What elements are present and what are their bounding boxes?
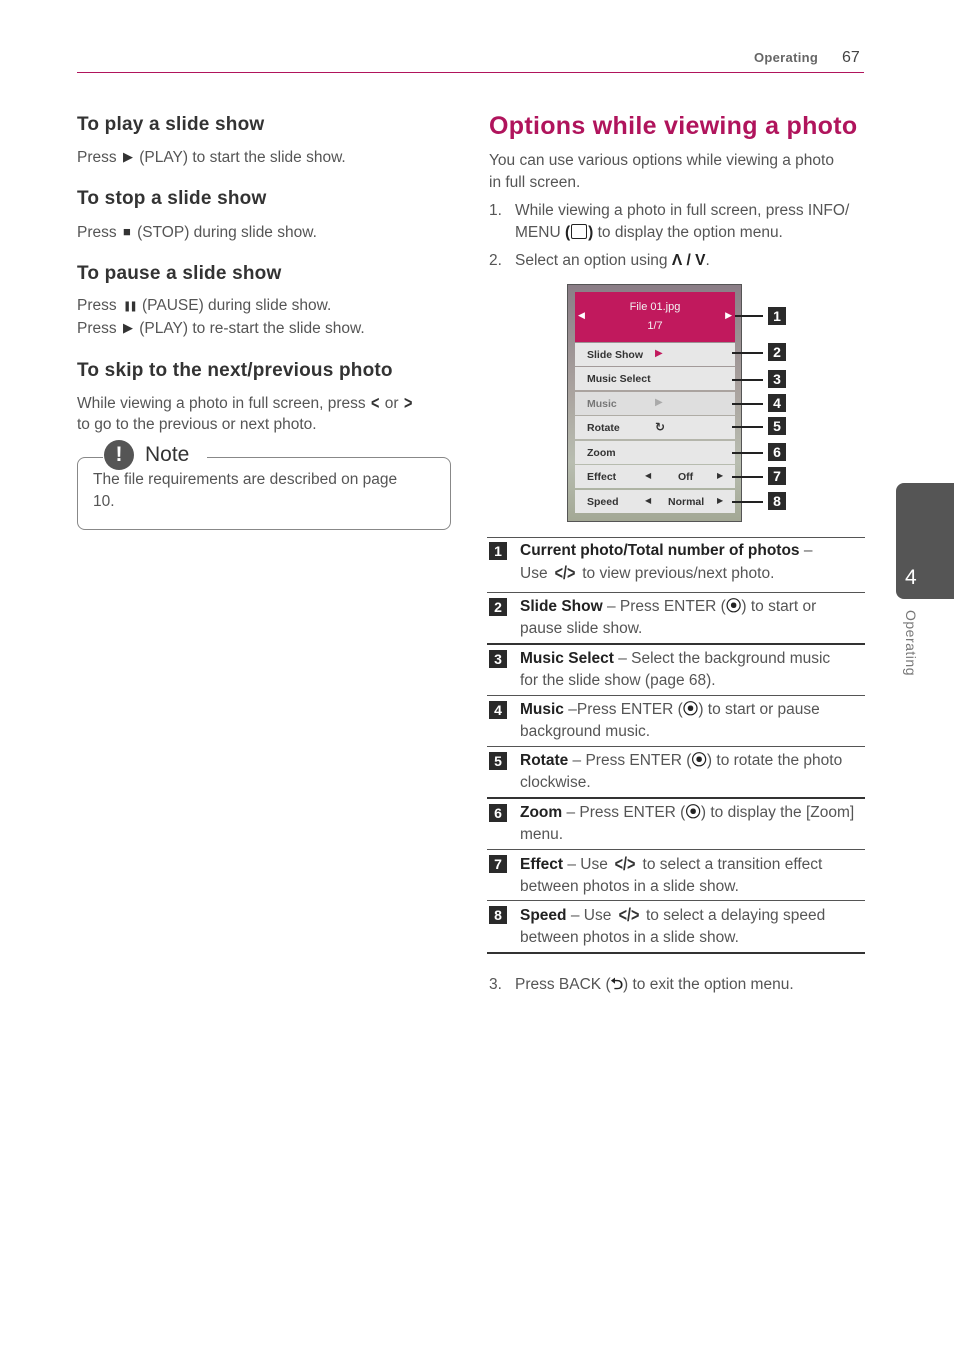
table-rule <box>487 592 865 593</box>
arrow-left-icon: ◀ <box>578 310 585 320</box>
step-1-text: While viewing a photo in full screen, press INFO/ <box>515 202 850 219</box>
page-title: Options while viewing a photo <box>489 112 858 140</box>
text: background music. <box>520 723 651 740</box>
table-rule <box>487 900 865 901</box>
table-rule <box>487 952 865 954</box>
heading-stop-slide-show: To stop a slide show <box>77 188 267 209</box>
header-rule <box>77 72 864 73</box>
enter-icon: ⦿ <box>725 598 742 615</box>
play-instruction <box>77 146 346 169</box>
menu-row-label: Slide Show <box>587 349 644 361</box>
text: Press <box>77 320 117 337</box>
table-rule <box>487 797 865 799</box>
menu-row-label: Rotate <box>587 422 620 434</box>
arrow-left-icon: ◀ <box>645 496 652 505</box>
menu-row-label: Music Select <box>587 373 651 385</box>
callout-leader <box>732 476 763 478</box>
rotate-icon: ↻ <box>655 420 666 434</box>
text: – Press ENTER ( <box>602 598 726 615</box>
text: pause slide show. <box>520 620 643 637</box>
text: (PLAY) to re-start the slide show. <box>139 320 365 337</box>
menu-row-label: Speed <box>587 496 619 508</box>
table-row <box>520 596 865 640</box>
step-number: 2. <box>489 252 502 269</box>
table-rule <box>487 746 865 747</box>
text: clockwise. <box>520 774 591 791</box>
table-row <box>520 648 865 692</box>
arrow-right-icon: ▶ <box>717 471 724 480</box>
table-rule <box>487 643 865 645</box>
callout-leader <box>732 452 763 454</box>
callout-tag: 6 <box>768 443 786 461</box>
text: menu. <box>520 826 564 843</box>
menu-photo-count: 1/7 <box>647 320 663 332</box>
item-number-badge: 1 <box>489 542 507 560</box>
chevron-right-icon: > <box>403 393 413 413</box>
item-name: Rotate <box>520 752 569 769</box>
back-icon: ⮌ <box>610 976 624 993</box>
callout-tag: 7 <box>768 467 786 485</box>
note-line: The file requirements are described on page <box>93 471 398 488</box>
text: – Use <box>563 856 608 873</box>
menu-row-label: Effect <box>587 471 617 483</box>
callout-leader <box>732 501 763 503</box>
skip-instruction-cont: to go to the previous or next photo. <box>77 416 317 433</box>
text: (PLAY) to start the slide show. <box>139 149 346 166</box>
menu-row-zoom[interactable] <box>575 441 735 464</box>
intro-line: in full screen. <box>489 174 581 191</box>
table-rule <box>487 849 865 850</box>
stop-instruction <box>77 221 317 244</box>
text: Press BACK ( <box>515 976 611 993</box>
page-number: 67 <box>842 49 860 66</box>
heading-play-slide-show: To play a slide show <box>77 114 265 135</box>
text: – Press ENTER ( <box>568 752 692 769</box>
info-menu-icon: ( ) <box>564 224 594 241</box>
pause-icon: ❚❚ <box>122 301 136 312</box>
exclamation-icon: ! <box>104 440 134 470</box>
text: (STOP) during slide show. <box>137 224 317 241</box>
table-rule <box>487 695 865 696</box>
text: to select a transition effect <box>642 856 823 873</box>
menu-file-name: File 01.jpg <box>629 301 681 313</box>
step-number: 1. <box>489 202 502 219</box>
item-number-badge: 6 <box>489 804 507 822</box>
resume-instruction <box>77 317 365 340</box>
callout-leader <box>732 379 763 381</box>
item-name: Slide Show <box>520 598 603 615</box>
item-name: Music <box>520 701 564 718</box>
menu-row-speed[interactable] <box>575 490 735 513</box>
callout-tag: 2 <box>768 343 786 361</box>
enter-icon: ⦿ <box>685 804 701 821</box>
text: between photos in a slide show. <box>520 929 739 946</box>
step-1-text-cont <box>515 222 783 244</box>
text: Use <box>520 565 548 582</box>
text: or <box>384 395 399 412</box>
arrow-left-icon: ◀ <box>645 471 652 480</box>
text: ) to display the [Zoom] <box>700 804 855 821</box>
item-number-badge: 8 <box>489 906 507 924</box>
menu-row-rotate[interactable] <box>575 416 735 439</box>
callout-leader <box>732 352 763 354</box>
item-sep: – <box>799 542 813 559</box>
text: between photos in a slide show. <box>520 878 739 895</box>
callout-tag: 5 <box>768 417 786 435</box>
heading-skip-photo: To skip to the next/previous photo <box>77 360 393 381</box>
play-icon: ▶ <box>655 397 663 408</box>
text: – Use <box>566 907 612 924</box>
text: to select a delaying speed <box>645 907 826 924</box>
text: ) to rotate the photo <box>706 752 843 769</box>
text: Press <box>77 149 117 166</box>
text: MENU <box>515 224 561 241</box>
arrow-right-icon: ▶ <box>717 496 724 505</box>
menu-row-music[interactable] <box>575 392 735 415</box>
menu-row-slide-show[interactable] <box>575 343 735 366</box>
menu-row-value: Normal <box>668 496 705 508</box>
item-number-badge: 4 <box>489 701 507 719</box>
text: – Select the background music <box>613 650 831 667</box>
menu-row-label: Zoom <box>587 447 616 459</box>
skip-instruction <box>77 392 413 415</box>
left-right-arrow-icons: </> <box>614 854 636 874</box>
up-down-arrow-icons: Λ / V <box>671 252 706 269</box>
note-title: Note <box>145 443 190 466</box>
step-2-text: Select an option using Λ / V. <box>515 252 710 269</box>
play-icon: ▶ <box>655 348 663 359</box>
text: While viewing a photo in full screen, press <box>77 395 366 412</box>
table-row <box>520 904 865 949</box>
step-number: 3. <box>489 976 502 993</box>
item-name: Current photo/Total number of photos <box>520 542 800 559</box>
chapter-label: Operating <box>903 610 919 676</box>
item-number-badge: 7 <box>489 855 507 873</box>
item-name: Music Select <box>520 650 614 667</box>
callout-tag: 1 <box>768 307 786 325</box>
callout-leader <box>732 426 763 428</box>
text: –Press ENTER ( <box>563 701 683 718</box>
menu-row-effect[interactable] <box>575 465 735 488</box>
text: ) to start or pause <box>698 701 820 718</box>
callout-tag: 8 <box>768 492 786 510</box>
item-number-badge: 5 <box>489 752 507 770</box>
text: (PAUSE) during slide show. <box>142 297 332 314</box>
table-rule <box>487 537 865 538</box>
text: Select an option using <box>515 252 668 269</box>
note-line: 10. <box>93 493 115 510</box>
arrow-right-icon: ▶ <box>725 310 732 320</box>
table-row <box>520 699 865 743</box>
table-row <box>520 853 865 898</box>
item-name: Speed <box>520 907 567 924</box>
chapter-number: 4 <box>905 566 917 589</box>
table-row <box>520 750 865 794</box>
text: ) to start or <box>741 598 817 615</box>
callout-tag: 4 <box>768 394 786 412</box>
play-icon: ▶ <box>122 149 133 164</box>
text: to view previous/next photo. <box>582 565 775 582</box>
menu-current-photo-bar <box>575 292 735 342</box>
menu-row-value: Off <box>678 471 694 483</box>
step-3-text <box>515 974 794 996</box>
text: – Press ENTER ( <box>562 804 686 821</box>
item-number-badge: 2 <box>489 598 507 616</box>
intro-line: You can use various options while viewing a photo <box>489 152 834 169</box>
callout-leader <box>735 315 763 317</box>
text: for the slide show (page 68). <box>520 672 716 689</box>
item-name: Effect <box>520 856 564 873</box>
menu-row-label: Music <box>587 398 617 410</box>
item-number-badge: 3 <box>489 650 507 668</box>
heading-pause-slide-show: To pause a slide show <box>77 263 282 284</box>
callout-tag: 3 <box>768 370 786 388</box>
item-name: Zoom <box>520 804 563 821</box>
play-icon: ▶ <box>122 320 133 335</box>
enter-icon: ⦿ <box>691 752 707 769</box>
text: Press <box>77 297 117 314</box>
running-header-section: Operating <box>754 50 819 65</box>
pause-instruction <box>77 295 331 318</box>
text: to display the option menu. <box>597 224 783 241</box>
text: ) to exit the option menu. <box>623 976 794 993</box>
chevron-left-icon: < <box>370 393 380 413</box>
stop-icon: ■ <box>122 224 131 239</box>
menu-row-music-select[interactable] <box>575 367 735 390</box>
note-text <box>93 469 397 513</box>
text: Press <box>77 224 117 241</box>
enter-icon: ⦿ <box>682 701 699 718</box>
left-right-arrow-icons: </> <box>618 905 640 925</box>
table-row <box>520 540 865 585</box>
table-row <box>520 802 865 846</box>
left-right-arrow-icons: </> <box>554 563 576 583</box>
callout-leader <box>732 403 763 405</box>
